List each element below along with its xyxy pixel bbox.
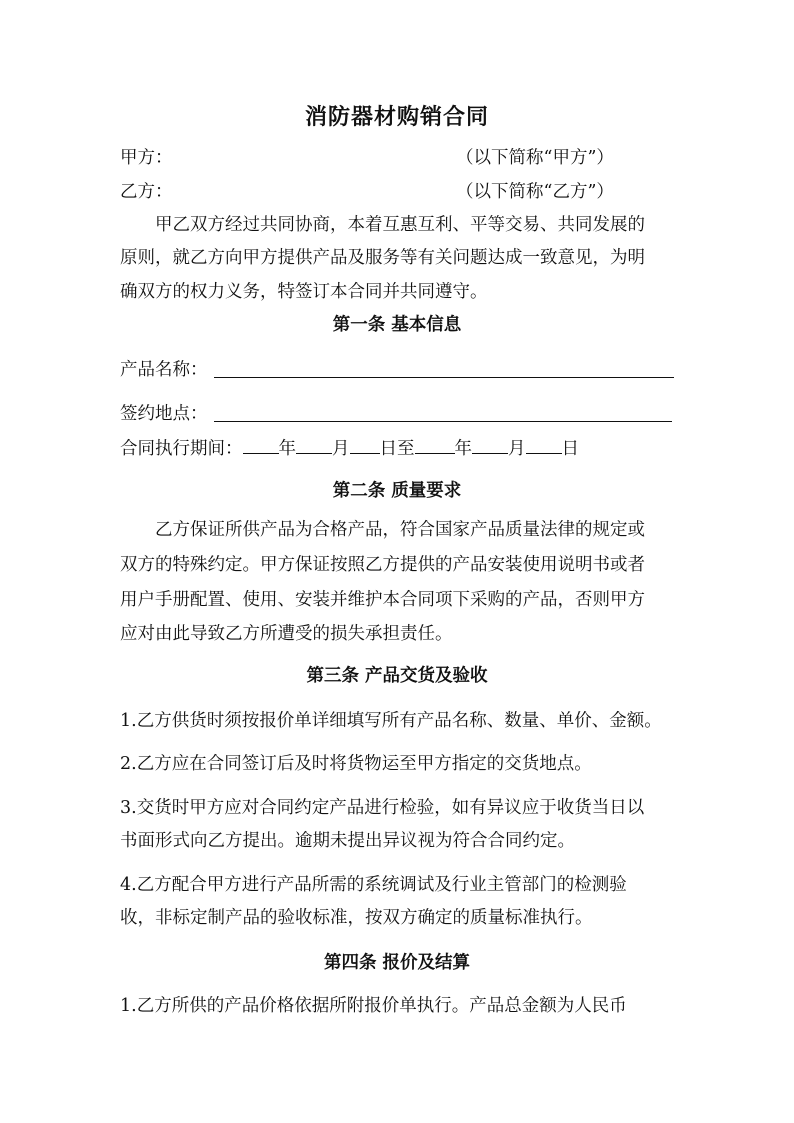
article3-item4: 4.乙方配合甲方进行产品所需的系统调试及行业主管部门的检测验 — [120, 875, 627, 895]
article3-item3: 3.交货时甲方应对合同约定产品进行检验，如有异议应于收货当日以 — [120, 798, 645, 818]
preamble-line: 甲乙双方经过共同协商，本着互惠互利、平等交易、共同发展的 — [155, 215, 645, 235]
article2-heading: 第二条 质量要求 — [332, 481, 462, 501]
signing-place-field[interactable] — [214, 421, 672, 422]
contract-period — [120, 435, 579, 461]
party-a-label: 甲方： — [120, 148, 173, 168]
period-month-unit: 月 — [508, 439, 526, 459]
period-start-month-field[interactable] — [296, 435, 332, 454]
product-name-label: 产品名称： — [120, 360, 208, 380]
article2-line: 用户手册配置、使用、安装并维护本合同项下采购的产品，否则甲方 — [120, 590, 645, 610]
period-label: 合同执行期间： — [120, 439, 243, 459]
party-a-alias: （以下简称“甲方”） — [456, 148, 614, 168]
document-title: 消防器材购销合同 — [304, 104, 489, 130]
period-start-day-field[interactable] — [350, 435, 380, 454]
party-b-alias: （以下简称“乙方”） — [456, 182, 614, 202]
period-year-unit: 年 — [278, 439, 296, 459]
period-day-unit: 日 — [561, 439, 579, 459]
period-end-month-field[interactable] — [472, 435, 508, 454]
party-b-label: 乙方： — [120, 182, 173, 202]
preamble-line: 确双方的权力义务，特签订本合同并共同遵守。 — [120, 282, 488, 302]
product-name-field[interactable] — [214, 377, 674, 378]
article3-item2: 2.乙方应在合同签订后及时将货物运至甲方指定的交货地点。 — [120, 754, 592, 774]
article3-item4: 收，非标定制产品的验收标准，按双方确定的质量标准执行。 — [120, 908, 593, 928]
article3-item3: 书面形式向乙方提出。逾期未提出异议视为符合合同约定。 — [120, 831, 575, 851]
signing-place-label: 签约地点： — [120, 404, 208, 424]
period-end-day-field[interactable] — [526, 435, 562, 454]
period-day-to: 日至 — [379, 439, 415, 459]
article1-heading: 第一条 基本信息 — [332, 315, 462, 335]
article3-item1: 1.乙方供货时须按报价单详细填写所有产品名称、数量、单价、金额。 — [120, 711, 662, 731]
article2-line: 乙方保证所供产品为合格产品，符合国家产品质量法律的规定或 — [155, 520, 645, 540]
period-year-unit: 年 — [454, 439, 472, 459]
article4-item1: 1.乙方所供的产品价格依据所附报价单执行。产品总金额为人民币 — [120, 996, 627, 1016]
article2-line: 应对由此导致乙方所遭受的损失承担责任。 — [120, 624, 453, 644]
article2-line: 双方的特殊约定。甲方保证按照乙方提供的产品安装使用说明书或者 — [120, 555, 645, 575]
period-month-unit: 月 — [332, 439, 350, 459]
article3-heading: 第三条 产品交货及验收 — [306, 666, 488, 686]
period-end-year-field[interactable] — [415, 435, 455, 454]
preamble-line: 原则，就乙方向甲方提供产品及服务等有关问题达成一致意见，为明 — [120, 248, 645, 268]
article4-heading: 第四条 报价及结算 — [323, 953, 471, 973]
period-start-year-field[interactable] — [243, 435, 279, 454]
